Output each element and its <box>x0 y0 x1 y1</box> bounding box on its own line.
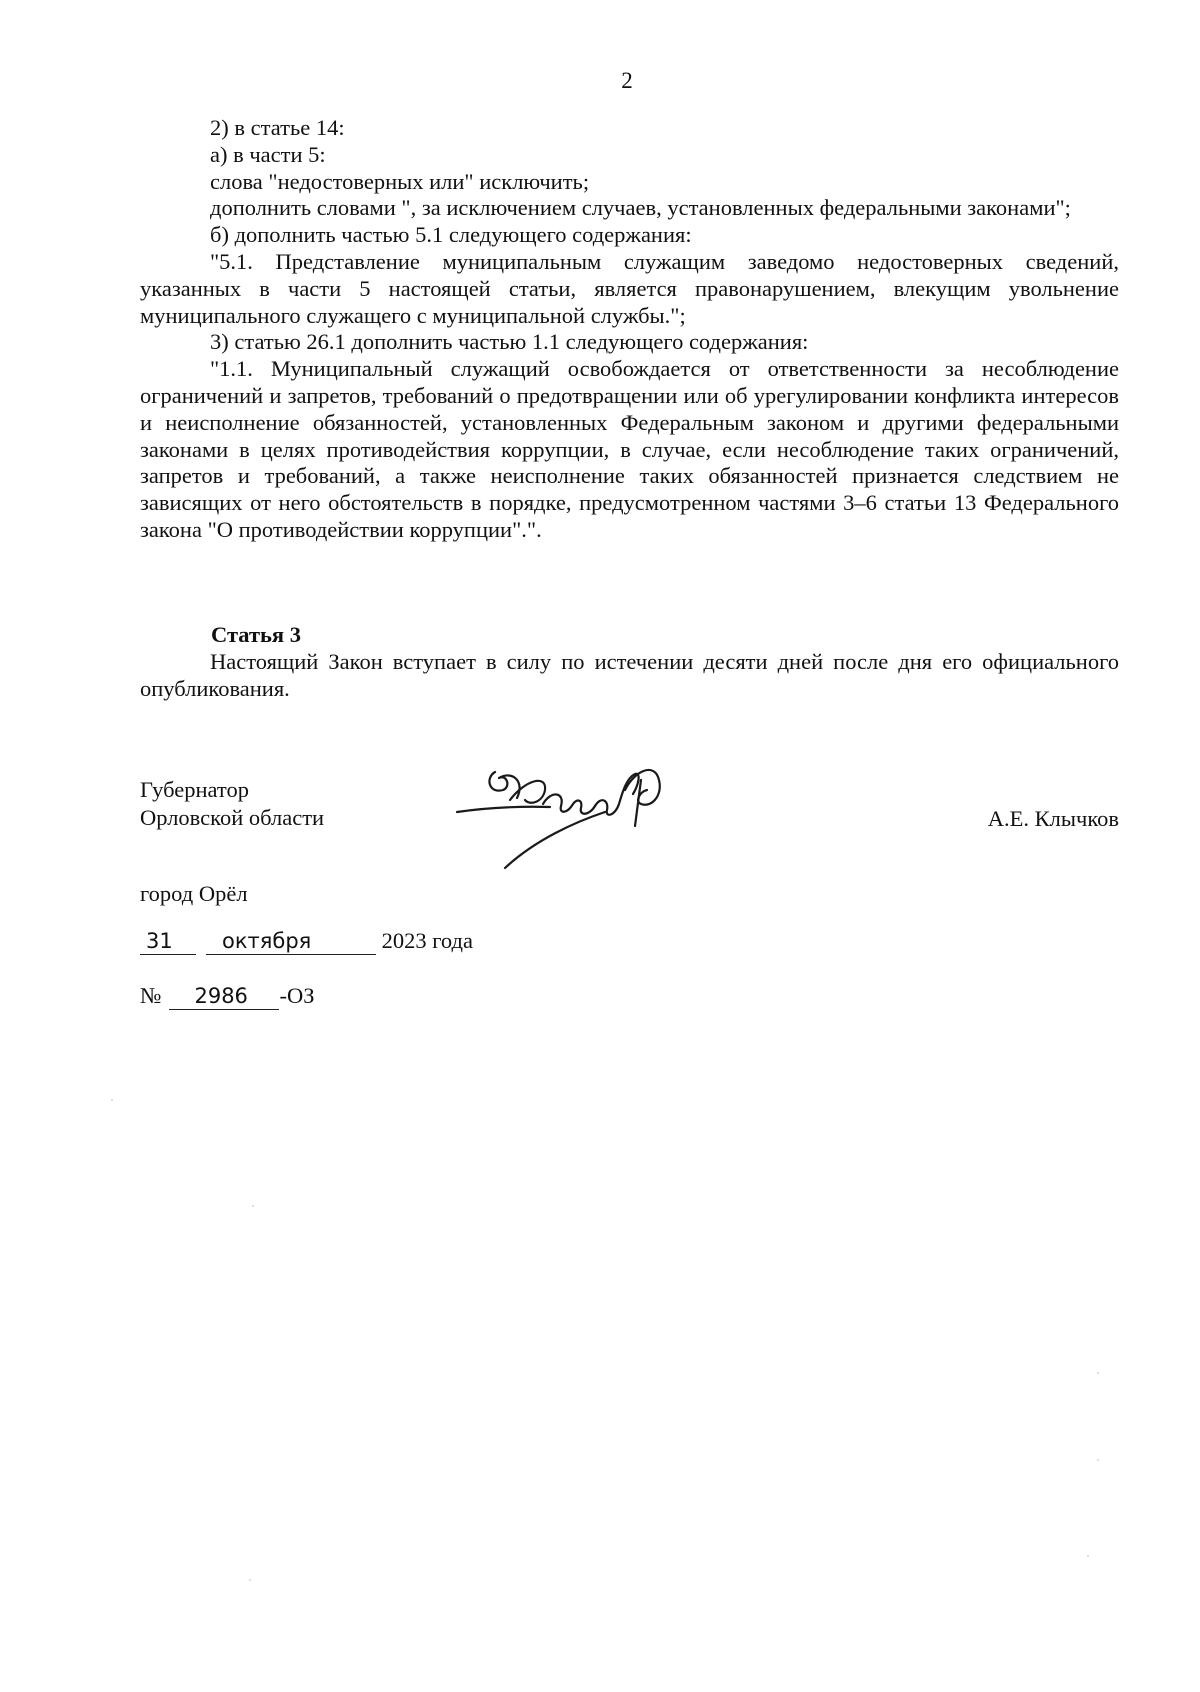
paragraph-article261: 3) статью 26.1 дополнить частью 1.1 следующего содержания: <box>210 329 809 355</box>
article3-heading: Статья 3 <box>211 622 301 647</box>
page-number: 2 <box>621 68 633 93</box>
paragraph-add-part51: б) дополнить частью 5.1 следующего содержания: <box>210 222 692 248</box>
paragraph-part11-text: "1.1. Муниципальный служащий освобождается от ответственности за несоблюдение ограничений и запретов, требований о предотвращении или об урегулировании конфликта интересов и неисполнение обязанностей, установленных Федеральным законом и другими федеральными законами в целях противодействия коррупции, в случае, если несоблюдение таких ограничений, запретов и требований, а также неисполнение таких обязанностей признается следствием не зависящих от него обстоятельств в порядке, предусмотренном частями 3–6 статьи 13 Федерального закона "О противодействии коррупции".". <box>140 356 1119 542</box>
date-year: 2023 года <box>381 928 473 953</box>
place-of-signing: город Орёл <box>140 881 248 906</box>
article3-text-block <box>140 649 1119 703</box>
article3-text: Настоящий Закон вступает в силу по истечении десяти дней после дня его официального опубликования. <box>140 649 1119 701</box>
law-number-suffix: -ОЗ <box>279 983 315 1008</box>
law-number-value: 2986 <box>169 983 279 1010</box>
paragraph-article14: 2) в статье 14: <box>210 115 345 140</box>
handwritten-signature <box>455 760 670 870</box>
law-number-prefix: № <box>140 983 162 1008</box>
signing-date <box>140 927 473 955</box>
date-day: 31 <box>140 928 196 955</box>
signatory-name: А.Е. Клычков <box>987 806 1119 831</box>
law-number <box>140 982 314 1010</box>
signatory-title <box>140 776 324 832</box>
date-month: октября <box>206 928 376 955</box>
paragraph-words-exclude: слова "недостоверных или" исключить; <box>210 168 590 194</box>
paragraph-part51-text: "5.1. Представление муниципальным служащим заведомо недостоверных сведений, указанных в части 5 настоящей статьи, является правонарушением, влекущим увольнение муниципального служащего с муниципальной службы."; <box>140 248 1119 328</box>
paragraph-add-words: дополнить словами ", за исключением случаев, установленных федеральными законами"; <box>210 195 1071 221</box>
paragraph-part5: а) в части 5: <box>210 141 326 167</box>
law-body-text <box>140 115 1119 544</box>
signatory-title-line1: Губернатор <box>140 777 249 802</box>
signatory-title-line2: Орловской области <box>140 805 325 830</box>
